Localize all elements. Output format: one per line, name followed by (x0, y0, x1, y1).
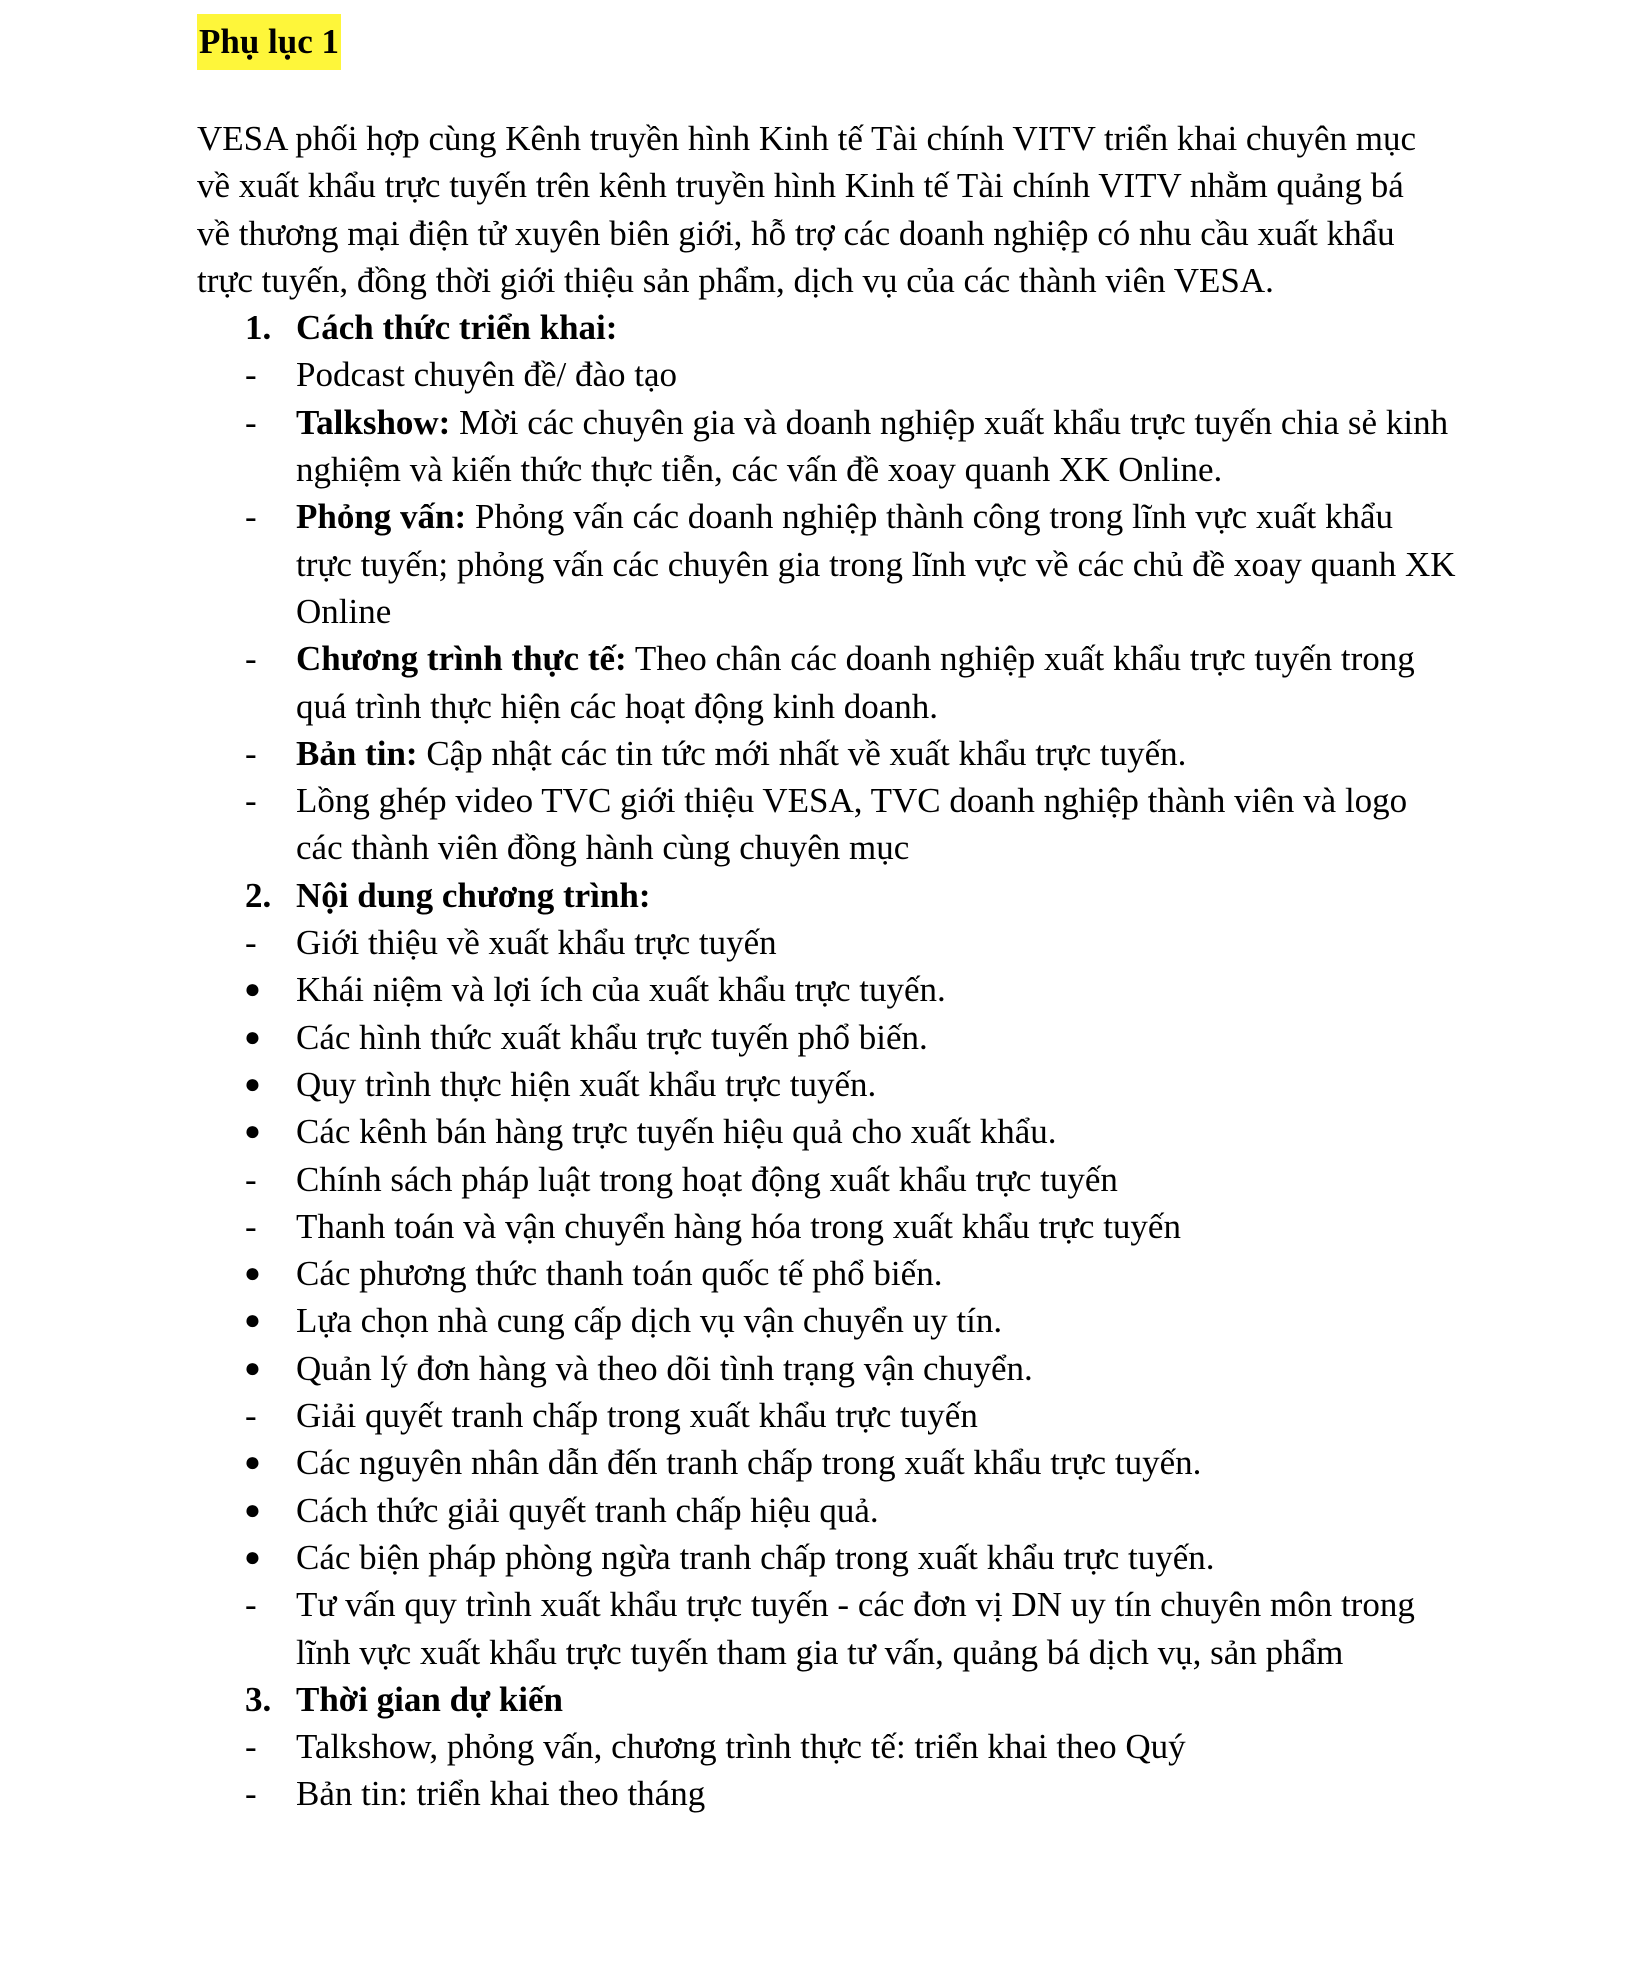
dash-marker: - (245, 355, 257, 395)
bullet-marker: ● (244, 1541, 261, 1573)
bullet-item (197, 1108, 1457, 1155)
bullet-marker: ● (244, 1116, 261, 1148)
bullet-item (197, 1439, 1457, 1486)
item-text: Theo chân các doanh nghiệp xuất khẩu trực tuyến trong quá trình thực hiện các hoạt động kinh doanh. (296, 639, 1415, 726)
bullet-marker: ● (244, 1021, 261, 1053)
item-text: Nội dung chương trình: (296, 875, 651, 915)
dash-item (197, 635, 1457, 730)
item-text: Podcast chuyên đề/ đào tạo (296, 355, 678, 395)
section-number: 2. (245, 875, 272, 915)
dash-marker: - (245, 1396, 257, 1436)
dash-marker: - (245, 639, 257, 679)
bullet-marker: ● (244, 1068, 261, 1100)
item-text: Lựa chọn nhà cung cấp dịch vụ vận chuyển uy tín. (296, 1301, 1003, 1341)
bullet-marker: ● (244, 1447, 261, 1479)
dash-marker: - (245, 923, 257, 963)
dash-marker: - (245, 733, 257, 773)
section-number: 1. (245, 308, 272, 348)
dash-item (197, 1581, 1457, 1676)
dash-item (197, 1770, 1457, 1817)
item-text: Các kênh bán hàng trực tuyến hiệu quả cho xuất khẩu. (296, 1112, 1057, 1152)
bullet-marker: ● (244, 1494, 261, 1526)
dash-marker: - (245, 1159, 257, 1199)
dash-marker: - (245, 1774, 257, 1814)
bullet-item (197, 1061, 1457, 1108)
intro-paragraph: VESA phối hợp cùng Kênh truyền hình Kinh tế Tài chính VITV triển khai chuyên mục về xuất khẩu trực tuyến trên kênh truyền hình Kinh tế Tài chính VITV nhằm quảng bá về thương mại điện tử xuyên biên giới, hỗ trợ các doanh nghiệp có nhu cầu xuất khẩu trực tuyến, đồng thời giới thiệu sản phẩm, dịch vụ của các thành viên VESA. (197, 119, 1417, 300)
dash-item (197, 1156, 1457, 1203)
item-text: Khái niệm và lợi ích của xuất khẩu trực tuyến. (296, 970, 946, 1010)
item-text: Talkshow, phỏng vấn, chương trình thực tế: triển khai theo Quý (296, 1727, 1186, 1767)
item-text: Quản lý đơn hàng và theo dõi tình trạng vận chuyển. (296, 1348, 1033, 1388)
dash-marker: - (245, 1727, 257, 1767)
dash-item (197, 730, 1457, 777)
dash-item (197, 1392, 1457, 1439)
item-text: Thanh toán và vận chuyển hàng hóa trong xuất khẩu trực tuyến (296, 1206, 1181, 1246)
item-text: Các phương thức thanh toán quốc tế phổ biến. (296, 1254, 943, 1294)
dash-item (197, 919, 1457, 966)
item-text: Lồng ghép video TVC giới thiệu VESA, TVC doanh nghiệp thành viên và logo các thành viên đồng hành cùng chuyên mục (296, 781, 1408, 868)
section-heading (197, 872, 1457, 919)
bullet-marker: ● (244, 1305, 261, 1337)
item-text: Giải quyết tranh chấp trong xuất khẩu trực tuyến (296, 1396, 978, 1436)
item-text: Cách thức giải quyết tranh chấp hiệu quả. (296, 1490, 879, 1530)
bullet-item (197, 1014, 1457, 1061)
item-text: Chính sách pháp luật trong hoạt động xuất khẩu trực tuyến (296, 1159, 1118, 1199)
section-number: 3. (245, 1679, 272, 1719)
bullet-marker: ● (244, 974, 261, 1006)
dash-item (197, 777, 1457, 872)
item-lead-label: Bản tin: (296, 733, 418, 773)
item-lead-label: Chương trình thực tế: (296, 639, 627, 679)
bullet-item (197, 1487, 1457, 1534)
dash-marker: - (245, 1206, 257, 1246)
dash-marker: - (245, 402, 257, 442)
item-text: Mời các chuyên gia và doanh nghiệp xuất khẩu trực tuyến chia sẻ kinh nghiệm và kiến thức thực tiễn, các vấn đề xoay quanh XK Online. (296, 402, 1449, 490)
item-text: Cập nhật các tin tức mới nhất về xuất khẩu trực tuyến. (417, 733, 1187, 773)
item-text: Giới thiệu về xuất khẩu trực tuyến (296, 923, 777, 963)
bullet-item (197, 1534, 1457, 1581)
bullet-item (197, 1345, 1457, 1392)
bullet-marker: ● (244, 1258, 261, 1290)
item-text: Các hình thức xuất khẩu trực tuyến phổ biến. (296, 1017, 928, 1057)
bullet-item (197, 1297, 1457, 1344)
document-page (197, 14, 1457, 1818)
section-heading (197, 1676, 1457, 1723)
item-text: Phỏng vấn các doanh nghiệp thành công trong lĩnh vực xuất khẩu trực tuyến; phỏng vấn các chuyên gia trong lĩnh vực về các chủ đề xoay quanh XK Online (296, 497, 1456, 631)
item-text: Tư vấn quy trình xuất khẩu trực tuyến - các đơn vị DN uy tín chuyên môn trong lĩnh vực xuất khẩu trực tuyến tham gia tư vấn, quảng bá dịch vụ, sản phẩm (296, 1585, 1415, 1672)
content-list (197, 304, 1457, 1818)
item-text: Các biện pháp phòng ngừa tranh chấp trong xuất khẩu trực tuyến. (296, 1537, 1215, 1577)
item-text: Bản tin: triển khai theo tháng (296, 1774, 706, 1814)
bullet-item (197, 966, 1457, 1013)
dash-item (197, 399, 1457, 494)
item-lead-label: Phỏng vấn: (296, 497, 467, 537)
item-text: Thời gian dự kiến (296, 1679, 564, 1719)
section-heading (197, 304, 1457, 351)
dash-item (197, 1203, 1457, 1250)
dash-marker: - (245, 1585, 257, 1625)
dash-marker: - (245, 781, 257, 821)
appendix-title: Phụ lục 1 (197, 14, 341, 70)
item-text: Cách thức triển khai: (296, 308, 618, 348)
dash-item (197, 351, 1457, 398)
bullet-marker: ● (244, 1352, 261, 1384)
item-lead-label: Talkshow: (296, 402, 451, 442)
item-text: Các nguyên nhân dẫn đến tranh chấp trong xuất khẩu trực tuyến. (296, 1443, 1202, 1483)
dash-item (197, 493, 1457, 635)
dash-marker: - (245, 497, 257, 537)
bullet-item (197, 1250, 1457, 1297)
item-text: Quy trình thực hiện xuất khẩu trực tuyến. (296, 1064, 877, 1104)
dash-item (197, 1723, 1457, 1770)
